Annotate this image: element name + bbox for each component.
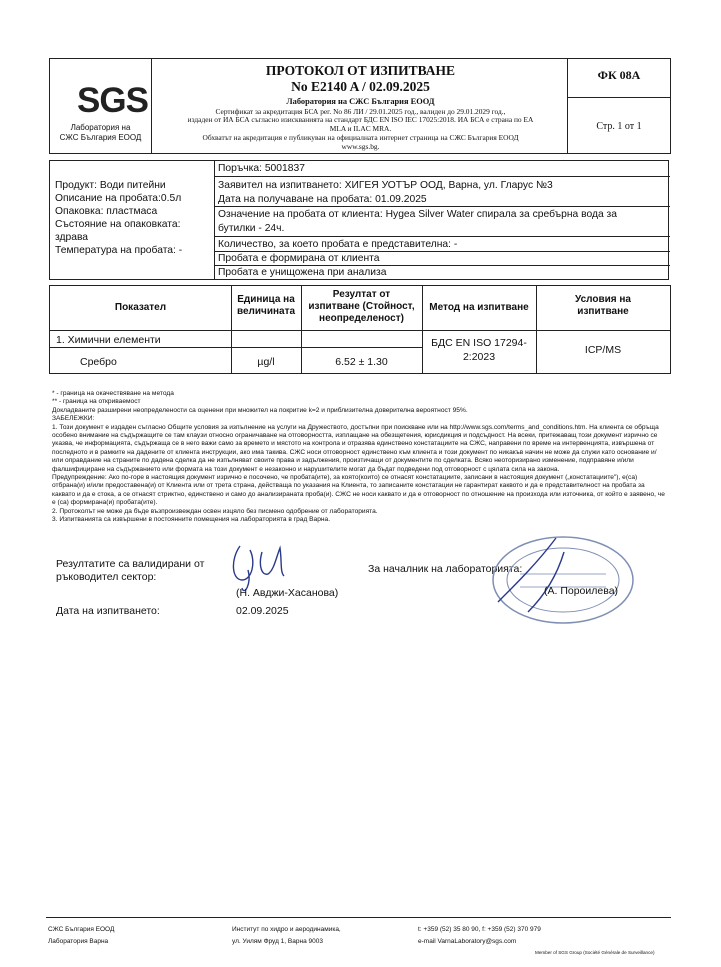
footer-address-line1: Институт по хидро и аеродинамика, <box>232 926 341 933</box>
form-code: ФК 08А <box>597 68 641 82</box>
col-header-result <box>301 289 422 325</box>
sample-formed-by: Пробата е формирана от клиента <box>218 253 380 264</box>
note-reproduction: 2. Протоколът не може да бъде възпроизвеждан освен изцяло без писмено одобрение от лабораторията. <box>52 507 378 515</box>
sample-description: Описание на пробата:0.5л <box>55 193 182 204</box>
col-header-result-line3: неопределеност) <box>319 313 404 324</box>
row-conditions: ICP/MS <box>584 344 622 356</box>
footer-contacts <box>418 924 541 948</box>
row-unit: µg/l <box>257 356 275 368</box>
lab-subtitle: Лаборатория на СЖС България ЕООД <box>286 97 435 106</box>
group-divider <box>50 347 422 348</box>
row-indicator: Сребро <box>80 356 117 368</box>
row-method <box>422 336 536 364</box>
accreditation-line5: www.sgs.bg. <box>341 142 380 151</box>
footer-company <box>48 924 114 948</box>
report-title: ПРОТОКОЛ ОТ ИЗПИТВАНЕ <box>265 63 456 78</box>
form-code-row <box>568 59 670 98</box>
lab-name <box>52 123 149 143</box>
test-date-label: Дата на изпитването: <box>56 605 160 617</box>
sgs-logo: SGS <box>77 81 148 120</box>
note-terms: 1. Този документ е издаден съгласно Общите условия за изпълнение на услуги на Дружеството, достъпни при поискване или на http://www.sgs.com/terms_and_conditions.htm. На клиента се обръща особено внимание на съдържащите се там клаузи относно ограничаване на отговорността, изплащане на обезщетения, юрисдикция и подсъдност. На всеки, притежаващ този документ изрично се указва, че информацията, съдържаща се в него важи само за времето и мястото на контрола и отразява единствено констатациите на СЖС, направени по време на интервенцията, извършена от последното и в рамките на дадените от клиента инструкции, ако има такива. СЖС носи отговорност единствено към клиента и този документ по никакъв начин не може да служи като основание и/или оправдание на страните по дадена сделка да не изпълняват своите права и задължения, произтичащи от документите по сделката. Всяко неоторизирано изменение, подправяне и/или фалшифициране на съдържанието или формата на този документ е незаконно и нарушителите могат да бъдат подведени под отговорност с цялата сила на закона. <box>52 423 659 473</box>
row-method-line1: БДС EN ISO 17294- <box>431 337 527 349</box>
lab-stamp <box>488 532 638 628</box>
col-header-result-line1: Резултат от <box>332 289 391 300</box>
order-number: Поръчка: 5001837 <box>218 163 305 174</box>
note-premises: 3. Изпитванията са извършени в постоянните помещения на лабораторията в град Варна. <box>52 516 331 524</box>
report-notes <box>52 390 667 525</box>
package-state-value: здрава <box>55 232 89 243</box>
note-warning: Предупреждение: Ако по-горе в настоящия документ изрично е посочено, че пробата(ите), за която(които) се отнасят констатациите, записани в настоящия документ („констатациите"), е(са) отбрана(и) и/или предоставена(и) от Клиента или от трета страна, действаща по указания на Клиента, то записаните констатации не гарантират каквото и да е представителност на пробата за каквато и да е стока, а се отнасят стриктно, единствено и само до анализираната проба(и). СЖС не носи каквато и да е отговорност по отношение на произхода или източника, от който е заявено, че е (са) формирана(и) пробата(ите). <box>52 474 665 507</box>
validated-label-line2: ръководител сектор: <box>56 571 157 583</box>
col-header-unit <box>231 294 301 318</box>
footer-company-line1: СЖС България ЕООД <box>48 926 115 933</box>
package-state-label: Състояние на опаковката: <box>55 219 181 230</box>
lab-name-line2: СЖС България ЕООД <box>59 133 142 142</box>
validated-label-line1: Резултатите са валидирани от <box>56 558 205 570</box>
sample-divider <box>214 161 215 279</box>
note-loq: * - граница на окачествяване на метода <box>52 390 174 397</box>
lab-name-line1: Лаборатория на <box>70 123 131 132</box>
sample-info-block <box>49 160 669 280</box>
footer-email[interactable]: e-mail VarnaLaboratory@sgs.com <box>418 938 517 945</box>
test-date: 02.09.2025 <box>236 605 289 617</box>
order-divider <box>214 176 670 177</box>
validated-label <box>56 558 204 584</box>
footer-rule <box>46 917 671 918</box>
form-code-cell <box>567 59 670 153</box>
row-result: 6.52 ± 1.30 <box>335 356 388 368</box>
accreditation-line3: MLA и ILAC MRA. <box>329 124 392 133</box>
report-number: No E2140 A / 02.09.2025 <box>291 79 430 94</box>
notes-heading: ЗАБЕЛЕЖКИ: <box>52 415 95 423</box>
destroyed-divider <box>214 265 670 266</box>
col-header-unit-line1: Единица на <box>237 294 295 305</box>
marking-divider <box>214 206 670 207</box>
logo-cell <box>50 59 152 153</box>
group-title: 1. Химични елементи <box>56 334 161 346</box>
applicant: Заявител на изпитването: ХИГЕЯ УОТЪР ООД, Варна, ул. Гларус №3 <box>218 180 553 191</box>
client-marking-line2: бутилки - 24ч. <box>218 223 285 234</box>
quantity-divider <box>214 236 670 237</box>
col-header-result-line2: изпитване (Стойност, <box>308 301 415 312</box>
received-date: Дата на получаване на пробата: 01.09.2025 <box>218 194 427 205</box>
row-method-line2: 2:2023 <box>462 351 496 363</box>
head-of-lab-label: За началник на лабораторията: <box>368 563 523 575</box>
col-header-method: Метод на изпитване <box>429 302 529 313</box>
col-header-unit-line2: величината <box>236 306 296 317</box>
footer-address <box>232 924 341 948</box>
formed-divider <box>214 251 670 252</box>
footer-phone: t: +359 (52) 35 80 90, f: +359 (52) 370 979 <box>418 926 541 933</box>
sample-destroyed: Пробата е унищожена при анализа <box>218 267 387 278</box>
accreditation-line4: Обхватът на акредитация е публикуван на официалната интернет страница на СЖС България ЕООД <box>202 133 519 142</box>
results-table <box>49 285 671 374</box>
accreditation-line1: Сертификат за акредитация БСА рег. No 86 ЛИ / 29.01.2025 год., валиден до 29.01.2029 год., <box>215 107 506 116</box>
note-lod: ** - граница на откриваемост <box>52 398 141 406</box>
footer-company-line2: Лаборатория Варна <box>48 938 109 945</box>
col-header-conditions-line2: изпитване <box>577 306 629 317</box>
accreditation-line2: издаден от ИА БСА съгласно изискванията на стандарт БДС EN ISO IEC 17025:2018. ИА БСА е страна по ЕА <box>187 115 534 124</box>
col-header-conditions-line1: Условия на <box>575 294 631 305</box>
col-header-indicator: Показател <box>114 302 167 313</box>
validator-name: (Н. Авджи-Хасанова) <box>236 587 339 599</box>
footer-address-line2: ул. Уилям Фруд 1, Варна 9003 <box>232 938 323 945</box>
client-marking-line1: Означение на пробата от клиента: Hygea Silver Water спирала за сребърна вода за <box>218 209 617 220</box>
head-of-lab-name: (А. Пороилева) <box>544 585 619 597</box>
note-uncertainty: Докладваните разширени неопределености са оценени при множител на покритие k=2 и приблизителна доверителна вероятност 95%. <box>52 406 468 414</box>
sample-temperature: Температура на пробата: - <box>55 245 183 256</box>
product: Продукт: Води питейни <box>55 180 166 191</box>
representative-quantity: Количество, за което пробата е представителна: - <box>218 239 458 250</box>
page-number: Стр. 1 от 1 <box>596 121 642 132</box>
report-header <box>49 58 671 154</box>
col-header-conditions <box>536 294 670 318</box>
header-divider <box>50 330 670 331</box>
packaging: Опаковка: пластмаса <box>55 206 158 217</box>
footer-member: Member of SGS Group (Société Générale de Surveillance) <box>535 950 655 955</box>
